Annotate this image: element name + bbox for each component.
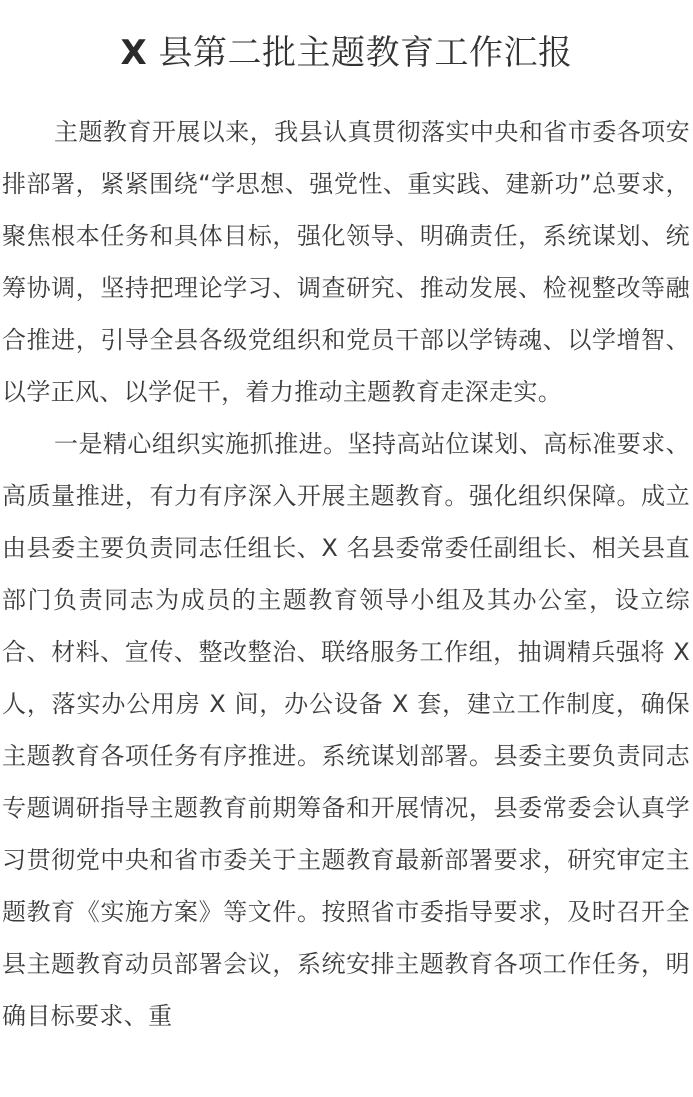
paragraph-section-one: 一是精心组织实施抓推进。坚持高站位谋划、高标准要求、高质量推进，有力有序深入开展主题教育。强化组织保障。成立由县委主要负责同志任组长、X 名县委常委任副组长、相关县直部门负责同志为成员的主题教育领导小组及其办公室，设立综合、材料、宣传、整改整治、联络服务工作组，抽调精兵强将 X 人，落实办公用房 X 间，办公设备 X 套，建立工作制度，确保主题教育各项任务有序推进。系统谋划部署。县委主要负责同志专题调研指导主题教育前期筹备和开展情况，县委常委会认真学习贯彻党中央和省市委关于主题教育最新部署要求，研究审定主题教育《实施方案》等文件。按照省市委指导要求，及时召开全县主题教育动员部署会议，系统安排主题教育各项工作任务，明确目标要求、重 <box>2 430 690 1030</box>
document-body <box>2 106 690 1042</box>
paragraph-intro: 主题教育开展以来，我县认真贯彻落实中央和省市委各项安排部署，紧紧围绕“学思想、强党性、重实践、建新功”总要求，聚焦根本任务和具体目标，强化领导、明确责任，系统谋划、统筹协调，坚持把理论学习、调查研究、推动发展、检视整改等融合推进，引导全县各级党组织和党员干部以学铸魂、以学增智、以学正风、以学促干，着力推动主题教育走深走实。 <box>2 118 690 406</box>
title-text: 县第二批主题教育工作汇报 <box>147 33 573 73</box>
title-prefix: X <box>120 33 148 73</box>
document-title <box>0 30 693 76</box>
